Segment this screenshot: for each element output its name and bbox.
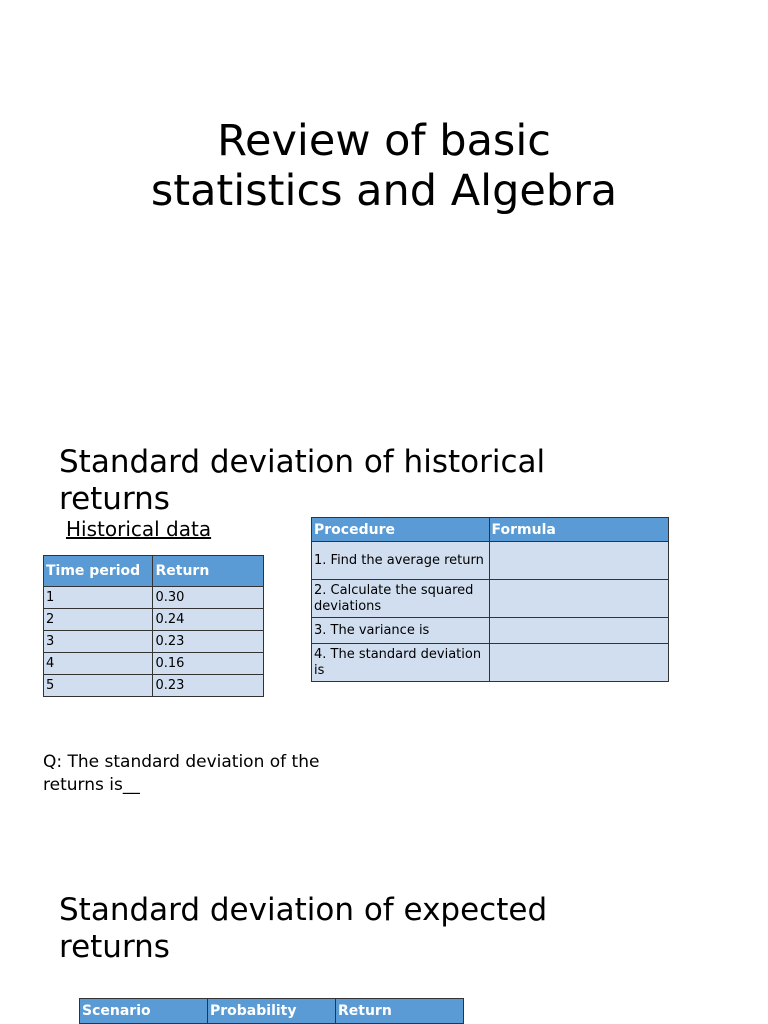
table-row <box>44 631 264 653</box>
formula-cell <box>489 618 668 644</box>
column-header: Scenario <box>80 999 208 1024</box>
table-row <box>312 618 669 644</box>
section-heading-expected-line-1: Standard deviation of expected <box>59 892 548 928</box>
column-header: Return <box>153 556 264 587</box>
table-cell: 0.30 <box>153 587 264 609</box>
procedure-table <box>311 517 669 682</box>
section-heading-expected <box>59 892 547 966</box>
column-header: Return <box>336 999 464 1024</box>
table-row <box>312 580 669 618</box>
table-header-row <box>44 556 264 587</box>
table-cell: 1 <box>44 587 153 609</box>
column-header: Time period <box>44 556 153 587</box>
table-cell: 0.23 <box>153 675 264 697</box>
table-cell: 3 <box>44 631 153 653</box>
table-row <box>312 542 669 580</box>
table-row <box>44 653 264 675</box>
table-header-row <box>312 518 669 542</box>
section-heading-expected-line-2: returns <box>59 929 170 965</box>
table-cell: 0.16 <box>153 653 264 675</box>
slide-title <box>0 116 768 216</box>
column-header: Procedure <box>312 518 490 542</box>
slide-title-line-1: Review of basic <box>217 116 551 166</box>
section-heading-historical-line-2: returns <box>59 481 170 517</box>
table-cell: 0.24 <box>153 609 264 631</box>
formula-cell <box>489 580 668 618</box>
table-cell: 4 <box>44 653 153 675</box>
formula-cell <box>489 644 668 682</box>
table-row <box>44 675 264 697</box>
historical-data-label: Historical data <box>66 517 212 541</box>
procedure-step: 1. Find the average return <box>312 542 490 580</box>
section-heading-historical-line-1: Standard deviation of historical <box>59 444 546 480</box>
table-cell: 2 <box>44 609 153 631</box>
table-row <box>44 587 264 609</box>
column-header: Probability <box>208 999 336 1024</box>
procedure-step: 3. The variance is <box>312 618 490 644</box>
column-header: Formula <box>489 518 668 542</box>
procedure-step: 4. The standard deviation is <box>312 644 490 682</box>
table-header-row <box>80 999 464 1024</box>
scenario-table <box>79 998 464 1024</box>
procedure-step: 2. Calculate the squared deviations <box>312 580 490 618</box>
table-row <box>312 644 669 682</box>
formula-cell <box>489 542 668 580</box>
section-heading-historical <box>59 444 545 518</box>
question-text: Q: The standard deviation of the returns is__ <box>43 752 320 795</box>
table-row <box>44 609 264 631</box>
table-cell: 0.23 <box>153 631 264 653</box>
slide-title-line-2: statistics and Algebra <box>150 166 618 216</box>
historical-data-table <box>43 555 264 697</box>
table-cell: 5 <box>44 675 153 697</box>
